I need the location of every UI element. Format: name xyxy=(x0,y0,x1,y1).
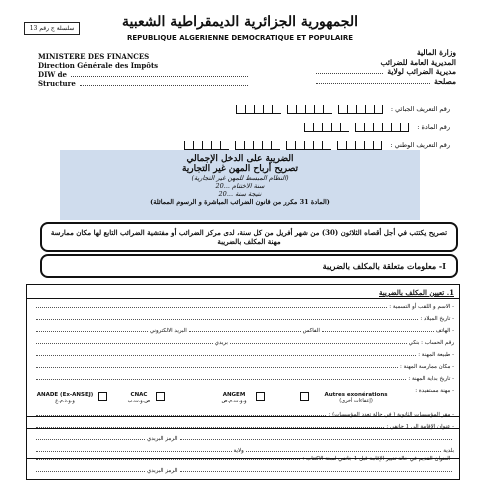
other-exemptions-option xyxy=(316,392,396,404)
article-row xyxy=(130,121,450,133)
field-foundations-label: - مقر المؤسسات الثانوية ( في حالة تعدد المؤسسات) : xyxy=(328,412,454,418)
divider xyxy=(26,298,460,299)
field-fax-label: الفاكس xyxy=(302,328,320,334)
nif-label: رقم التعريف الجبائي : xyxy=(390,105,450,113)
cnac-checkbox[interactable] xyxy=(156,392,165,401)
other-exemptions-label: Autres exonérations xyxy=(324,392,388,398)
banner-declaration-title: تصريح أرباح المهن غير التجارية xyxy=(181,164,299,174)
anade-label: ANADE (Ex-ANSEJ) xyxy=(36,392,94,398)
filing-deadline-notice: تصريح يكتتب في أجل أقصاه الثلاثون (30) من شهر أفريل من كل سنة، لدى مركز الضرائب أو مفتشية الضرائب التابع لها مكان ممارسة مهنة المكلف بالضريبة xyxy=(40,222,458,252)
field-old-address-row[interactable] xyxy=(34,452,454,462)
republic-title-french: REPUBLIQUE ALGERIENNE DEMOCRATIQUE ET POPULAIRE xyxy=(126,34,354,42)
structure-field[interactable] xyxy=(80,79,248,86)
direction-name: Direction Générale des Impôts xyxy=(38,61,159,70)
banner-regime: (النظام المبسط للمهن غير التجارية) xyxy=(191,174,289,182)
nin-label: رقم التعريف الوطني : xyxy=(390,141,450,149)
anade-option xyxy=(30,392,100,404)
subsection-title: 1. تعيين المكلف بالضريبة xyxy=(378,288,454,297)
address-detail-row[interactable] xyxy=(34,432,454,442)
cnac-option xyxy=(124,392,154,404)
angem-label: ANGEM xyxy=(222,392,246,398)
anade-checkbox[interactable] xyxy=(98,392,107,401)
old-postcode-label: الرمز البريدي xyxy=(146,468,178,474)
municipality-label: بلدية xyxy=(443,448,454,454)
banner-closing-year: سنة الاختتام ...20 xyxy=(215,182,265,190)
banner-tax-title: الضريبة على الدخل الإجمالي xyxy=(186,154,294,164)
banner-legal-reference: (المادة 31 مكرر من قانون الضرائب المباشرة و الرسوم المماثلة) xyxy=(150,198,330,206)
nif-row xyxy=(130,103,450,115)
republic-title-arabic: الجمهورية الجزائرية الديمقراطية الشعبية xyxy=(121,14,358,30)
article-input[interactable] xyxy=(304,123,409,132)
service-field-ar[interactable] xyxy=(316,77,430,84)
cnac-label-ar: ص.و.ت.ب xyxy=(127,398,151,404)
field-postal-label: بريدي xyxy=(214,340,228,346)
service-label-ar: مصلحة xyxy=(434,76,456,86)
field-account-label: رقم الحساب : بنكي xyxy=(408,340,454,346)
wilaya-label-ar: مديرية الضرائب لولاية xyxy=(387,67,456,76)
nif-input[interactable] xyxy=(236,105,383,114)
ministry-block-french xyxy=(38,52,248,88)
field-name-label: - الاسم و اللقب أو التسمية : xyxy=(389,304,454,310)
wilaya-label: ولاية xyxy=(233,448,244,454)
wilaya-field-ar[interactable] xyxy=(316,67,383,74)
banner-result-year: نتيجة سنة ...20 xyxy=(218,190,262,198)
ministry-block-arabic xyxy=(316,48,456,86)
diw-label: DIW de xyxy=(38,70,67,79)
field-birth-row[interactable] xyxy=(34,312,454,322)
field-phone-label: - الهاتف xyxy=(435,328,454,334)
angem-option xyxy=(216,392,252,404)
diw-field[interactable] xyxy=(71,70,248,77)
other-exemptions-checkbox[interactable] xyxy=(300,392,309,401)
field-address-label: - عنوان الإقامة الى 1 جانفي : xyxy=(386,424,454,430)
cnac-label: CNAC xyxy=(130,392,148,398)
field-activity-label: - طبيعة المهنة : xyxy=(418,352,454,358)
ministry-name-ar: وزارة المالية xyxy=(416,48,456,57)
article-label: رقم المادة : xyxy=(417,123,450,131)
angem-label-ar: و.و.ت.م.ص xyxy=(221,398,247,404)
ministry-name: MINISTERE DES FINANCES xyxy=(38,52,150,61)
structure-label: Structure xyxy=(38,79,76,88)
field-beneficiary-label: - مهنة مستفيدة : xyxy=(415,388,454,394)
field-start-label: - تاريخ بداية المهنة : xyxy=(408,376,454,382)
field-birth-label: - تاريخ الميلاد : xyxy=(420,316,454,322)
field-activity-row[interactable] xyxy=(34,348,454,358)
field-foundations-row[interactable] xyxy=(34,408,454,418)
declaration-banner xyxy=(60,150,420,220)
nin-input[interactable] xyxy=(184,141,382,150)
field-email-label: البريد الالكتروني xyxy=(149,328,187,334)
angem-checkbox[interactable] xyxy=(256,392,265,401)
section-title: I- معلومات متعلقة بالمكلف بالضريبة xyxy=(40,254,458,278)
field-old-address-label: - العنوان القديم في حالة تغيير الإقامة قبل 1 جانفي لسنة الاكتتاب : xyxy=(302,456,454,462)
anade-label-ar: و.و.د.م.ع xyxy=(55,398,75,404)
field-place-row[interactable] xyxy=(34,360,454,370)
old-address-detail-row[interactable] xyxy=(34,464,454,474)
other-exemptions-label-ar: (إعفاءات أخرى) xyxy=(339,398,373,404)
field-place-label: - مكان ممارسة المهنة : xyxy=(400,364,454,370)
field-address-row[interactable] xyxy=(34,420,454,430)
postcode-label: الرمز البريدي xyxy=(146,436,178,442)
field-account-row[interactable] xyxy=(34,336,454,346)
field-phone-row[interactable] xyxy=(34,324,454,334)
direction-name-ar: المديرية العامة للضرائب xyxy=(380,57,456,67)
field-start-row[interactable] xyxy=(34,372,454,382)
series-number-box: سلسلة ج رقم 13 xyxy=(24,22,80,35)
field-name-row[interactable] xyxy=(34,300,454,310)
